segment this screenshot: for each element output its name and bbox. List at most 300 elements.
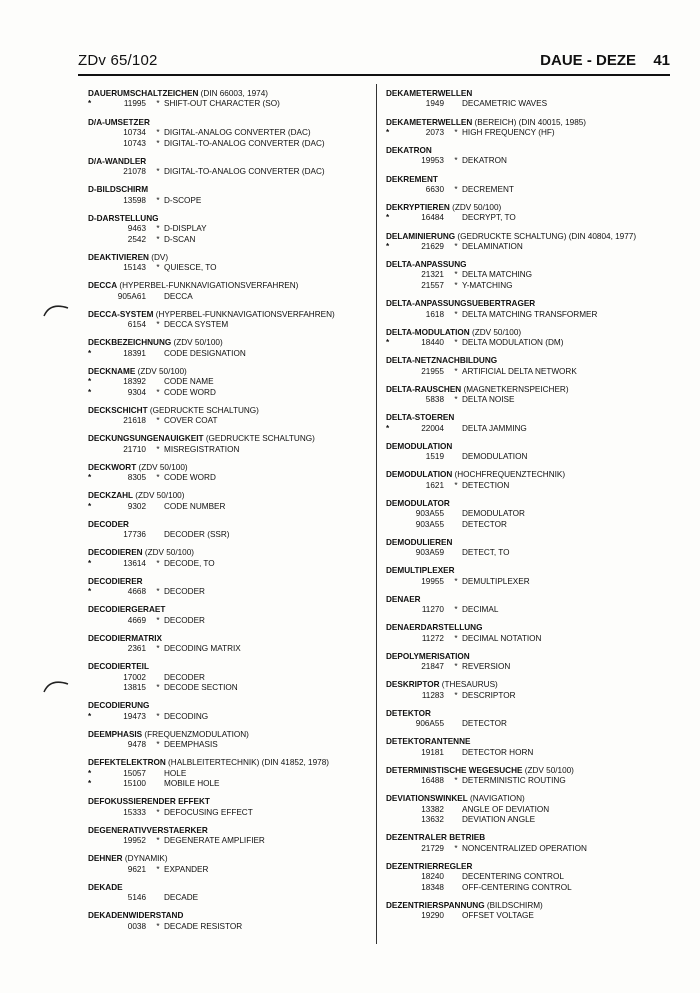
translation-line xyxy=(386,548,678,559)
translation-line xyxy=(88,139,370,150)
english-term: DIGITAL-ANALOG CONVERTER (DAC) xyxy=(164,127,311,137)
headword-text: DECODER xyxy=(88,519,129,529)
entry-headword xyxy=(386,327,678,338)
entry-headword xyxy=(88,910,370,921)
entry-marker xyxy=(88,445,106,456)
term-number: 15333 xyxy=(123,807,146,817)
translation-line xyxy=(386,395,678,406)
dictionary-entry xyxy=(386,793,678,826)
translation-line xyxy=(88,196,370,207)
dictionary-entry xyxy=(386,765,678,787)
headword-text: DENAERDARSTELLUNG xyxy=(386,623,483,633)
term-number: 10734 xyxy=(123,127,146,137)
english-term: DEFOCUSING EFFECT xyxy=(164,807,253,817)
headword-text: DEAKTIVIEREN xyxy=(88,252,149,262)
entry-headword xyxy=(386,469,678,480)
headword-text: DEFEKTELEKTRON xyxy=(88,758,166,768)
term-number: 1519 xyxy=(425,452,444,461)
entry-marker xyxy=(88,416,106,427)
dictionary-entry xyxy=(88,405,370,427)
term-star: * xyxy=(156,444,160,454)
english-term: ANGLE OF DEVIATION xyxy=(462,804,550,814)
english-term: DELAMINATION xyxy=(462,241,523,251)
english-term: DETECTION xyxy=(462,480,510,490)
dictionary-entry xyxy=(386,900,678,922)
entry-marker: * xyxy=(88,711,92,721)
entry-marker: * xyxy=(88,377,92,387)
translation-line xyxy=(386,338,678,349)
term-number: 5838 xyxy=(425,395,444,404)
term-number: 18240 xyxy=(421,872,444,882)
entry-headword xyxy=(88,366,370,377)
translation-line xyxy=(88,388,370,399)
entry-marker xyxy=(88,263,106,274)
term-star: * xyxy=(156,644,160,654)
english-term: Y-MATCHING xyxy=(462,281,513,290)
entry-marker xyxy=(88,196,106,207)
translation-line xyxy=(386,662,678,673)
term-number: 4668 xyxy=(127,587,146,597)
entry-marker xyxy=(386,452,404,463)
translation-line xyxy=(88,644,370,655)
entry-headword xyxy=(88,576,370,587)
term-star: * xyxy=(156,683,160,693)
translation-line xyxy=(386,213,678,224)
dictionary-entry xyxy=(386,498,678,531)
english-term: HOLE xyxy=(164,768,187,778)
translation-line xyxy=(88,530,370,541)
english-term: DEKATRON xyxy=(462,156,507,166)
dictionary-entry xyxy=(386,88,678,110)
translation-line xyxy=(88,616,370,627)
translation-line xyxy=(88,865,370,876)
english-term: DETECT, TO xyxy=(462,548,510,558)
dictionary-entry xyxy=(88,309,370,331)
headword-text: DETEKTORANTENNE xyxy=(386,737,471,747)
dictionary-entry xyxy=(88,88,370,110)
english-term: OFF-CENTERING CONTROL xyxy=(462,882,572,892)
entry-marker xyxy=(386,911,404,922)
headword-qualifier: (ZDV 50/100) xyxy=(449,203,502,212)
term-star: * xyxy=(454,662,458,672)
english-term: DECCA SYSTEM xyxy=(164,320,229,330)
entry-headword xyxy=(386,900,678,911)
headword-text: DETERMINISTISCHE WEGESUCHE xyxy=(386,765,523,775)
term-number: 903A59 xyxy=(415,548,444,558)
headword-text: DEKAMETERWELLEN xyxy=(386,117,473,127)
translation-line xyxy=(88,99,370,110)
translation-line xyxy=(386,776,678,787)
translation-line xyxy=(88,683,370,694)
term-star: * xyxy=(156,615,160,625)
term-number: 21629 xyxy=(421,241,444,251)
headword-qualifier: (ZDV 50/100) xyxy=(142,548,195,558)
entry-marker xyxy=(386,719,404,730)
term-number: 11270 xyxy=(421,605,444,615)
term-star xyxy=(450,213,462,224)
translation-line xyxy=(88,320,370,331)
translation-line xyxy=(88,559,370,570)
entry-headword xyxy=(386,565,678,576)
english-term: OFFSET VOLTAGE xyxy=(462,911,534,921)
term-star: * xyxy=(156,99,160,109)
translation-line xyxy=(88,349,370,360)
english-term: REVERSION xyxy=(462,662,511,672)
term-number: 16488 xyxy=(421,776,444,786)
translation-line xyxy=(88,808,370,819)
term-star xyxy=(450,719,462,730)
english-term: SHIFT-OUT CHARACTER (SO) xyxy=(164,99,280,109)
english-term: DETECTOR HORN xyxy=(462,747,534,757)
entry-headword xyxy=(88,156,370,167)
english-term: EXPANDER xyxy=(164,864,209,874)
english-term: DECODER xyxy=(164,615,205,625)
term-star: * xyxy=(454,605,458,615)
dictionary-entry xyxy=(386,736,678,758)
right-column xyxy=(386,88,678,928)
term-number: 19181 xyxy=(421,747,444,757)
term-star xyxy=(152,292,164,303)
translation-line xyxy=(386,748,678,759)
term-number: 10743 xyxy=(123,138,146,148)
term-star: * xyxy=(156,558,160,568)
headword-text: DELTA-NETZNACHBILDUNG xyxy=(386,356,498,366)
term-number: 2361 xyxy=(127,644,146,654)
dictionary-entry xyxy=(386,537,678,559)
dictionary-entry xyxy=(88,661,370,694)
headword-qualifier: (GEDRUCKTE SCHALTUNG) xyxy=(147,405,259,415)
headword-text: DECODIERMATRIX xyxy=(88,633,162,643)
headword-text: DEZENTRIERREGLER xyxy=(386,861,473,871)
term-number: 19290 xyxy=(421,911,444,921)
term-star xyxy=(152,779,164,790)
entry-headword xyxy=(386,202,678,213)
entry-marker: * xyxy=(88,348,92,358)
term-number: 17002 xyxy=(123,672,146,682)
term-number: 18348 xyxy=(421,882,444,892)
entry-marker xyxy=(386,156,404,167)
headword-text: DEKRYPTIEREN xyxy=(386,203,450,212)
english-term: DECCA xyxy=(164,291,193,301)
headword-qualifier: (ZDV 50/100) xyxy=(171,338,223,348)
term-star: * xyxy=(454,338,458,347)
headword-text: DEMODULATOR xyxy=(386,498,450,508)
translation-line xyxy=(386,128,678,139)
term-star: * xyxy=(454,576,458,586)
entry-headword xyxy=(386,736,678,747)
term-star: * xyxy=(454,690,458,700)
translation-line xyxy=(386,577,678,588)
dictionary-entry xyxy=(88,433,370,455)
translation-line xyxy=(88,673,370,684)
entry-marker xyxy=(88,808,106,819)
term-star: * xyxy=(454,633,458,643)
entry-marker xyxy=(386,844,404,855)
entry-headword xyxy=(88,882,370,893)
english-term: DECODING xyxy=(164,711,209,721)
translation-line xyxy=(88,473,370,484)
term-star xyxy=(152,673,164,684)
english-term: DEMODULATION xyxy=(462,452,528,461)
headword-text: DEKREMENT xyxy=(386,174,438,184)
translation-line xyxy=(386,520,678,531)
dictionary-entry xyxy=(88,490,370,512)
headword-text: DEFOKUSSIERENDER EFFEKT xyxy=(88,797,210,807)
english-term: DELTA MATCHING xyxy=(462,270,533,280)
dictionary-entry xyxy=(386,231,678,253)
headword-qualifier: (GEDRUCKTE SCHALTUNG) (DIN 40804, 1977) xyxy=(455,231,637,241)
entry-headword xyxy=(88,604,370,615)
headword-text: DEKATRON xyxy=(386,146,432,155)
term-star xyxy=(450,424,462,435)
dictionary-entry xyxy=(88,882,370,904)
page-header xyxy=(78,52,670,72)
dictionary-entry xyxy=(386,651,678,673)
headword-text: DEKADENWIDERSTAND xyxy=(88,911,184,921)
entry-headword xyxy=(386,441,678,452)
dictionary-entry xyxy=(88,156,370,178)
translation-line xyxy=(386,281,678,292)
translation-line xyxy=(386,911,678,922)
term-number: 13815 xyxy=(123,683,146,693)
headword-text: DECKWORT xyxy=(88,462,137,472)
entry-headword xyxy=(386,88,678,99)
headword-text: DECODIEREN xyxy=(88,548,143,558)
entry-headword xyxy=(386,622,678,633)
english-term: DIGITAL-TO-ANALOG CONVERTER (DAC) xyxy=(164,167,325,176)
dictionary-entry xyxy=(386,174,678,196)
headword-qualifier: (GEDRUCKTE SCHALTUNG) xyxy=(203,434,315,444)
term-star: * xyxy=(454,480,458,490)
term-star xyxy=(152,377,164,388)
term-number: 1618 xyxy=(425,309,444,319)
term-number: 15100 xyxy=(123,779,146,789)
translation-line xyxy=(386,270,678,281)
term-star: * xyxy=(156,263,160,273)
entry-headword xyxy=(386,651,678,662)
entry-marker: * xyxy=(88,501,92,511)
entry-headword xyxy=(88,729,370,740)
headword-text: DECODIERER xyxy=(88,576,143,586)
english-term: MOBILE HOLE xyxy=(164,779,220,789)
term-star: * xyxy=(156,473,160,483)
entry-marker xyxy=(386,481,404,492)
dictionary-entry xyxy=(88,547,370,569)
entry-headword xyxy=(88,700,370,711)
dictionary-entry xyxy=(88,825,370,847)
dictionary-entry xyxy=(386,565,678,587)
entry-marker xyxy=(386,883,404,894)
headword-text: DETEKTOR xyxy=(386,708,431,718)
translation-line xyxy=(386,844,678,855)
dictionary-entry xyxy=(386,412,678,434)
english-term: DETECTOR xyxy=(462,519,507,529)
headword-qualifier: (ZDV 50/100) xyxy=(469,327,522,337)
headword-qualifier: (HOCHFREQUENZTECHNIK) xyxy=(452,470,566,480)
headword-qualifier: (NAVIGATION) xyxy=(467,794,525,804)
entry-headword xyxy=(386,145,678,156)
entry-marker xyxy=(88,616,106,627)
header-rule xyxy=(78,74,670,76)
dictionary-entry xyxy=(88,604,370,626)
term-number: 21847 xyxy=(421,662,444,672)
term-star: * xyxy=(156,234,160,244)
entry-marker xyxy=(88,683,106,694)
left-column xyxy=(88,88,370,939)
translation-line xyxy=(88,779,370,790)
term-number: 8305 xyxy=(127,473,146,483)
english-term: DELTA MODULATION (DM) xyxy=(462,338,564,347)
headword-qualifier: (BEREICH) (DIN 40015, 1985) xyxy=(472,117,587,127)
headword-text: DECKNAME xyxy=(88,366,136,376)
entry-marker: * xyxy=(386,127,390,137)
dictionary-entry xyxy=(88,576,370,598)
english-term: DECODER (SSR) xyxy=(164,530,230,540)
punch-mark-icon xyxy=(42,300,72,320)
entry-marker xyxy=(88,893,106,904)
term-number: 905A61 xyxy=(117,291,146,301)
english-term: DECODER xyxy=(164,587,205,597)
english-term: DEVIATION ANGLE xyxy=(462,815,536,825)
headword-text: DECKBEZEICHNUNG xyxy=(88,338,172,348)
term-number: 13632 xyxy=(421,815,444,825)
entry-marker xyxy=(386,185,404,196)
term-number: 6630 xyxy=(425,184,444,194)
english-term: NONCENTRALIZED OPERATION xyxy=(462,843,587,853)
term-star: * xyxy=(156,921,160,931)
entry-headword xyxy=(88,547,370,558)
translation-line xyxy=(88,712,370,723)
translation-line xyxy=(386,367,678,378)
term-star: * xyxy=(454,184,458,194)
dictionary-entry xyxy=(386,832,678,854)
entry-marker xyxy=(88,740,106,751)
term-star xyxy=(450,911,462,922)
term-number: 9302 xyxy=(127,501,146,511)
headword-qualifier: (ZDV 50/100) xyxy=(133,491,185,501)
headword-text: DEMULTIPLEXER xyxy=(386,566,455,576)
headword-text: DELTA-ANPASSUNGSUEBERTRAGER xyxy=(386,299,536,309)
entry-marker xyxy=(386,509,404,520)
term-star xyxy=(152,349,164,360)
english-term: DECREMENT xyxy=(462,184,514,194)
term-star: * xyxy=(454,241,458,251)
headword-text: DEVIATIONSWINKEL xyxy=(386,794,468,804)
translation-line xyxy=(88,224,370,235)
headword-text: DELTA-MODULATION xyxy=(386,327,470,337)
term-star: * xyxy=(156,167,160,176)
english-term: DEEMPHASIS xyxy=(164,740,218,750)
translation-line xyxy=(88,502,370,513)
translation-line xyxy=(386,310,678,321)
english-term: DESCRIPTOR xyxy=(462,690,516,700)
term-number: 19955 xyxy=(421,576,444,586)
entry-headword xyxy=(88,490,370,501)
english-term: DECODE SECTION xyxy=(164,683,238,693)
entry-marker: * xyxy=(88,587,92,597)
term-star xyxy=(450,815,462,826)
headword-text: DEEMPHASIS xyxy=(88,729,143,739)
term-number: 11272 xyxy=(421,633,444,643)
term-number: 2073 xyxy=(425,127,444,137)
headword-text: DECCA xyxy=(88,281,118,291)
entry-marker xyxy=(88,320,106,331)
translation-line xyxy=(386,424,678,435)
headword-text: DELTA-STOEREN xyxy=(386,413,455,423)
term-number: 19473 xyxy=(123,711,146,721)
term-star: * xyxy=(156,138,160,148)
headword-qualifier: (DV) xyxy=(148,252,169,262)
term-star xyxy=(450,452,462,463)
dictionary-entry xyxy=(386,679,678,701)
entry-headword xyxy=(386,861,678,872)
translation-line xyxy=(386,605,678,616)
entry-headword xyxy=(386,679,678,690)
translation-line xyxy=(386,99,678,110)
entry-marker xyxy=(88,644,106,655)
entry-headword xyxy=(386,355,678,366)
term-star: * xyxy=(156,836,160,846)
english-term: DIGITAL-TO-ANALOG CONVERTER (DAC) xyxy=(164,138,325,148)
english-term: DEMODULATOR xyxy=(462,509,525,518)
entry-marker xyxy=(386,577,404,588)
dictionary-entry xyxy=(88,633,370,655)
english-term: DECODE, TO xyxy=(164,558,215,568)
entry-marker xyxy=(88,922,106,933)
dictionary-entry xyxy=(386,202,678,224)
entry-headword xyxy=(386,832,678,843)
headword-text: DELTA-RAUSCHEN xyxy=(386,384,462,394)
term-number: 11995 xyxy=(123,99,146,109)
headword-text: DECKZAHL xyxy=(88,491,134,501)
translation-line xyxy=(88,922,370,933)
term-number: 1621 xyxy=(425,480,444,490)
translation-line xyxy=(88,167,370,178)
dictionary-entry xyxy=(88,796,370,818)
headword-text: D/A-WANDLER xyxy=(88,156,147,166)
english-term: DECIMAL NOTATION xyxy=(462,633,542,643)
translation-line xyxy=(88,235,370,246)
dictionary-entry xyxy=(386,355,678,377)
translation-line xyxy=(386,452,678,463)
entry-headword xyxy=(88,280,370,291)
headword-qualifier: (FREQUENZMODULATION) xyxy=(142,729,249,739)
entry-headword xyxy=(386,298,678,309)
entry-headword xyxy=(88,462,370,473)
english-term: DECODER xyxy=(164,672,205,682)
entry-headword xyxy=(88,661,370,672)
entry-marker: * xyxy=(88,558,92,568)
entry-headword xyxy=(386,537,678,548)
term-star: * xyxy=(454,395,458,404)
punch-mark-icon xyxy=(42,676,72,696)
entry-headword xyxy=(386,231,678,242)
entry-headword xyxy=(88,213,370,224)
entry-headword xyxy=(386,259,678,270)
headword-qualifier: (HALBLEITERTECHNIK) (DIN 41852, 1978) xyxy=(165,758,329,768)
entry-headword xyxy=(88,405,370,416)
headword-text: DEMODULATION xyxy=(386,441,453,451)
entry-marker: * xyxy=(386,213,390,223)
english-term: CODE DESIGNATION xyxy=(164,348,246,358)
english-term: DELTA JAMMING xyxy=(462,423,527,433)
translation-line xyxy=(88,587,370,598)
entry-headword xyxy=(88,88,370,99)
translation-line xyxy=(386,185,678,196)
entry-headword xyxy=(88,825,370,836)
english-term: CODE WORD xyxy=(164,473,216,483)
entry-marker xyxy=(88,235,106,246)
